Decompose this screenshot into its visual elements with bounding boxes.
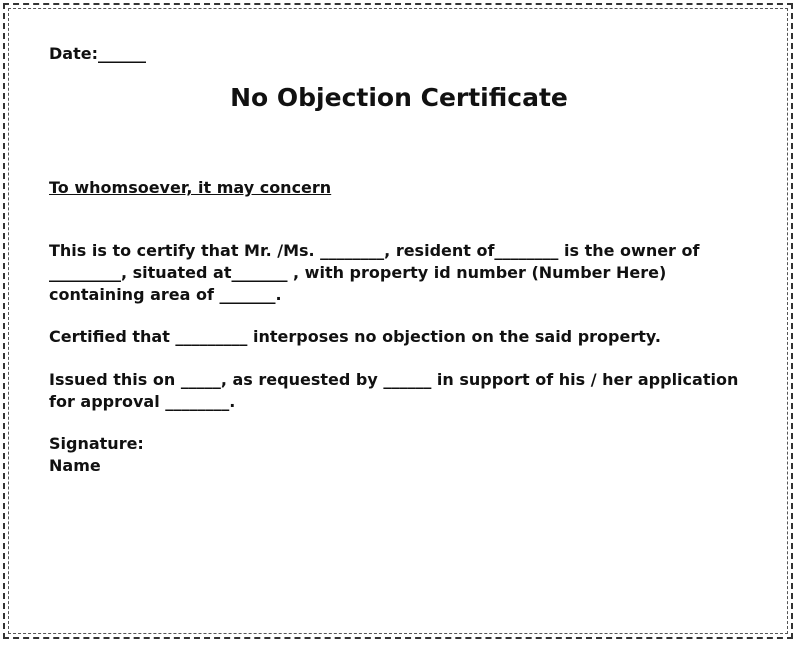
paragraph-issued: Issued this on _____, as requested by ______ in support of his / her application for approval ________.	[49, 370, 739, 411]
salutation: To whomsoever, it may concern	[49, 178, 332, 197]
name-label: Name	[49, 456, 101, 475]
paragraph-no-objection: Certified that _________ interposes no objection on the said property.	[49, 327, 661, 346]
signature-label: Signature:	[49, 434, 144, 453]
document-title: No Objection Certificate	[230, 83, 568, 112]
date-line: Date:______	[49, 44, 146, 63]
signature-block	[49, 433, 144, 477]
paragraph-certification: This is to certify that Mr. /Ms. ________, resident of________ is the owner of _________, situated at_______ , with property id number (Number Here) containing area of _______.	[49, 241, 700, 304]
